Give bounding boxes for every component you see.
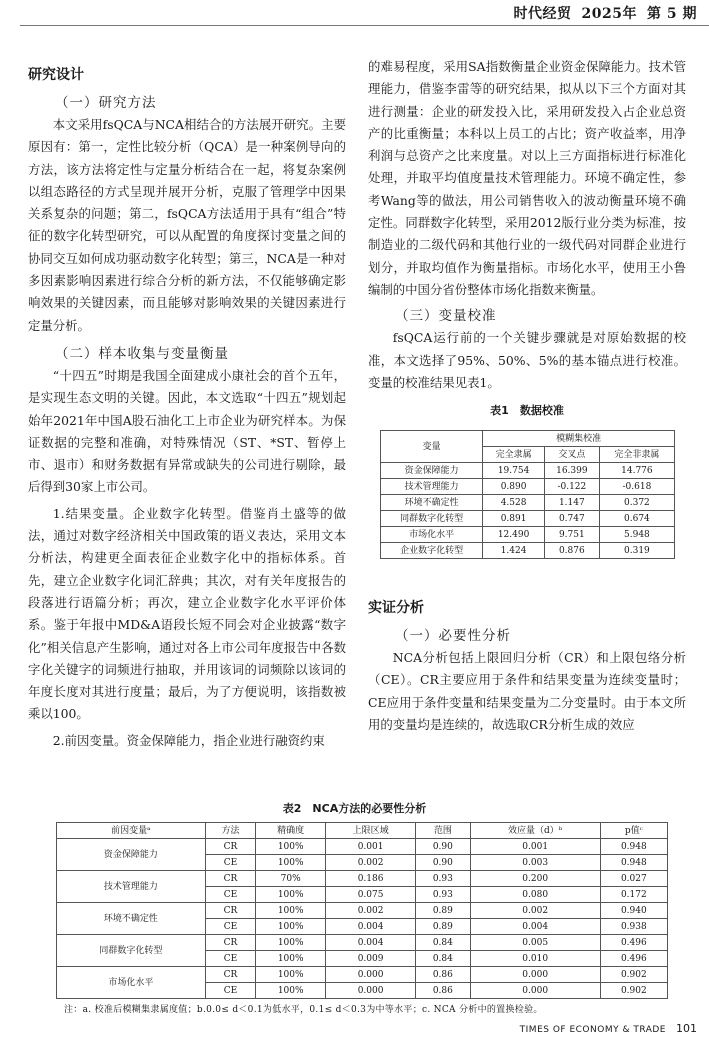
header-text: [504, 3, 697, 23]
table-row: [57, 871, 668, 887]
table1-cell: 5.948: [599, 527, 674, 543]
table2-cell: 0.001: [326, 839, 416, 855]
table2-cell: CE: [205, 855, 255, 871]
table1-cell: 4.528: [483, 495, 545, 511]
paragraph-outcome-variable: 1.结果变量。企业数字化转型。借鉴肖土盛等的做法，通过对数字经济相关中国政策的语义表达，采用文本分析法，构建更全面表征企业数字化中的指标体系。首先，建立企业数字化词汇辞典；其次，对有关年度报告的段落进行语篇分析；再次，建立企业数字化水平评价体系。鉴于年报中MD&A语段长短不同会对企业披露“数字化”相关信息产生影响，通过对各上市公司年度报告中各数字化关键字的词频进行抽取，并用该词的词频除以该词的年度长度对其进行度量；最后，为了方便说明，该指数被乘以100。: [28, 505, 346, 722]
table2-cell: 0.938: [600, 919, 667, 935]
subsection-necessity: （一）必要性分析: [395, 628, 511, 645]
table1-head-variable: 变量: [381, 431, 483, 463]
table1-head-group: 模糊集校准: [483, 431, 675, 447]
table2-cell: 0.496: [600, 935, 667, 951]
table2-var-name: 环境不确定性: [57, 903, 206, 935]
table2-cell: 0.84: [415, 935, 470, 951]
table2-cell: 0.004: [326, 935, 416, 951]
table1-cell: 0.890: [483, 479, 545, 495]
table2-cell: 0.009: [326, 951, 416, 967]
table2-cell: 0.010: [470, 951, 600, 967]
table2-cell: 0.200: [470, 871, 600, 887]
table2-col: 上限区域: [326, 823, 416, 839]
table1-cell: 1.147: [544, 495, 599, 511]
table1-cell: -0.618: [599, 479, 674, 495]
table2-cell: 0.93: [415, 871, 470, 887]
table-row: [57, 935, 668, 951]
paragraph-methods: 本文采用fsQCA与NCA相结合的方法展开研究。主要原因有：第一，定性比较分析（QCA）是一种案例导向的方法，该方法将定性与定量分析结合在一起，将复杂案例以组态路径的方式呈现并展开分析，克服了管理学中因果关系复杂的问题；第二，fsQCA方法适用于具有“组合”特征的数字化转型研究，可以从配置的角度探讨变量之间的协同交互如何成功驱动数字化转型；第三，NCA是一种对多因素影响因素进行综合分析的新方法，不仅能够确定影响效果的关键因素，而且能够对影响效果的关键因素进行定量分析。: [28, 117, 346, 333]
table2-cell: 0.002: [470, 903, 600, 919]
table2-cell: 0.172: [600, 887, 667, 903]
table1-var-name: 同群数字化转型: [381, 511, 483, 527]
table1-col: 交叉点: [544, 447, 599, 463]
table2-cell: 100%: [256, 839, 326, 855]
table2-col: 范围: [415, 823, 470, 839]
table2-cell: 0.948: [600, 855, 667, 871]
table2-cell: CR: [205, 935, 255, 951]
table2-cell: 100%: [256, 967, 326, 983]
table1-cell: 0.747: [544, 511, 599, 527]
table2-var-name: 同群数字化转型: [57, 935, 206, 967]
table1-var-name: 环境不确定性: [381, 495, 483, 511]
table2-cell: CE: [205, 951, 255, 967]
table2-cell: 0.027: [600, 871, 667, 887]
table1-cell: 0.372: [599, 495, 674, 511]
table-row: [57, 967, 668, 983]
section-title-design: 研究设计: [28, 67, 84, 83]
table2-cell: CR: [205, 903, 255, 919]
table2-col: 效应量（d）ᵇ: [470, 823, 600, 839]
table-row: [381, 527, 675, 543]
page-number: 101: [676, 1022, 697, 1035]
table2-cell: 0.93: [415, 887, 470, 903]
table1-var-name: 技术管理能力: [381, 479, 483, 495]
table1-cell: 0.319: [599, 543, 674, 559]
paragraph-antecedent-variable: 2.前因变量。资金保障能力，指企业进行融资约束: [52, 732, 325, 748]
paragraph-necessity: NCA分析包括上限回归分析（CR）和上限包络分析（CE）。CR主要应用于条件和结果变量为连续变量时；CE应用于条件变量和结果变量为二分变量时。由于本文所用的变量均是连续的，故选取CR分析生成的效应: [368, 650, 686, 733]
table2-cell: 0.075: [326, 887, 416, 903]
table1-cell: 0.891: [483, 511, 545, 527]
table2-cell: CE: [205, 919, 255, 935]
paragraph-measures: 的难易程度，采用SA指数衡量企业资金保障能力。技术管理能力，借鉴李雷等的研究结果，拟从以下三个方面对其进行测量：企业的研发投入比，采用研发投入占企业总资产的比重衡量；本科以上员工的占比；资产收益率，用净利润与总资产之比来度量。对以上三方面指标进行标准化处理，并取平均值度量技术管理能力。环境不确定性，参考Wang等的做法，用公司销售收入的波动衡量环境不确定性。同群数字化转型，采用2012版行业分类为标准，按制造业的二级代码和其他行业的一级代码对同群企业进行划分，并取均值作为衡量指标。市场化水平，使用王小鲁编制的中国分省份整体市场化指数来衡量。: [368, 59, 686, 297]
table1-cell: 16.399: [544, 463, 599, 479]
table2-cell: 0.000: [326, 967, 416, 983]
table2-var-name: 市场化水平: [57, 967, 206, 999]
subsection-methods: （一）研究方法: [55, 95, 157, 111]
table2-cell: 0.89: [415, 903, 470, 919]
table2-cell: 0.004: [470, 919, 600, 935]
footer-journal-en: TIMES OF ECONOMY & TRADE: [519, 1025, 666, 1035]
table2: [56, 822, 668, 999]
table2-cell: 0.496: [600, 951, 667, 967]
table1-cell: 12.490: [483, 527, 545, 543]
table2-cell: CR: [205, 871, 255, 887]
table2-cell: 0.002: [326, 903, 416, 919]
table1-cell: 19.754: [483, 463, 545, 479]
subsection-sample: （二）样本收集与变量衡量: [55, 345, 229, 362]
table1-caption: 表1 数据校准: [490, 404, 564, 418]
journal-year: 2025年: [581, 6, 637, 22]
paragraph-calibration: fsQCA运行前的一个关键步骤就是对原始数据的校准，本文选择了95%、50%、5%的基本锚点进行校准。变量的校准结果见表1。: [368, 330, 686, 390]
table-row: [381, 479, 675, 495]
table-row: [381, 511, 675, 527]
table2-cell: 0.002: [326, 855, 416, 871]
table2-cell: 0.000: [470, 967, 600, 983]
table2-cell: 0.000: [326, 983, 416, 999]
table-row: [381, 495, 675, 511]
page-footer: [520, 1022, 697, 1035]
table2-cell: 0.948: [600, 839, 667, 855]
table1-cell: 14.776: [599, 463, 674, 479]
table2-var-name: 技术管理能力: [57, 871, 206, 903]
table1-col: 完全隶属: [483, 447, 545, 463]
table2-cell: CR: [205, 967, 255, 983]
table1-cell: -0.122: [544, 479, 599, 495]
table2-cell: 100%: [256, 951, 326, 967]
table2-cell: 0.186: [326, 871, 416, 887]
table2-var-name: 资金保障能力: [57, 839, 206, 871]
table1-var-name: 企业数字化转型: [381, 543, 483, 559]
table-row: [381, 463, 675, 479]
page-header: [0, 0, 709, 26]
table2-col: 前因变量ᵃ: [57, 823, 206, 839]
header-rule: [20, 25, 709, 26]
table2-cell: 0.000: [470, 983, 600, 999]
table1: [380, 430, 675, 559]
table2-cell: 0.004: [326, 919, 416, 935]
right-column: [368, 56, 686, 736]
table2-cell: 100%: [256, 983, 326, 999]
table1-col: 完全非隶属: [599, 447, 674, 463]
table2-cell: 0.84: [415, 951, 470, 967]
table1-cell: 1.424: [483, 543, 545, 559]
table2-cell: 0.86: [415, 967, 470, 983]
table2-cell: 0.080: [470, 887, 600, 903]
table2-cell: 100%: [256, 855, 326, 871]
table2-cell: 0.90: [415, 839, 470, 855]
table1-cell: 0.876: [544, 543, 599, 559]
table2-cell: 0.90: [415, 855, 470, 871]
table2-cell: 70%: [256, 871, 326, 887]
table-row: [57, 839, 668, 855]
table2-cell: 100%: [256, 887, 326, 903]
table2-cell: 100%: [256, 935, 326, 951]
table2-cell: 0.001: [470, 839, 600, 855]
table2-cell: 0.940: [600, 903, 667, 919]
table2-cell: CE: [205, 983, 255, 999]
table1-cell: 9.751: [544, 527, 599, 543]
subsection-calibration: （三）变量校准: [395, 308, 497, 325]
table2-cell: 0.005: [470, 935, 600, 951]
section-title-empirical: 实证分析: [368, 600, 424, 617]
journal-name: 时代经贸: [513, 6, 572, 22]
table2-caption: 表2 NCA方法的必要性分析: [282, 802, 427, 815]
left-column: [28, 56, 346, 752]
table1-var-name: 资金保障能力: [381, 463, 483, 479]
table2-note: 注：a. 校准后模糊集隶属度值；b.0.0≤ d＜0.1为低水平，0.1≤ d＜0.3为中等水平；c. NCA 分析中的置换检验。: [64, 1005, 543, 1015]
table2-cell: CE: [205, 887, 255, 903]
table2-cell: 100%: [256, 903, 326, 919]
table1-cell: 0.674: [599, 511, 674, 527]
table2-cell: 0.902: [600, 983, 667, 999]
journal-issue: 第 5 期: [647, 6, 697, 22]
table2-cell: CR: [205, 839, 255, 855]
table-row: [57, 903, 668, 919]
table-row: [381, 543, 675, 559]
table2-col: p值ᶜ: [600, 823, 667, 839]
table2-col: 方法: [205, 823, 255, 839]
table2-cell: 0.86: [415, 983, 470, 999]
table2-col: 精确度: [256, 823, 326, 839]
paragraph-sample: “十四五”时期是我国全面建成小康社会的首个五年，是实现生态文明的关键。因此，本文选取“十四五”规划起始年2021年中国A股石油化工上市企业为研究样本。为保证数据的完整和准确，对特殊情况（ST、*ST、暂停上市、退市）和财务数据有异常或缺失的公司进行剔除，最后得到30家上市公司。: [28, 367, 346, 495]
table2-cell: 0.003: [470, 855, 600, 871]
table1-var-name: 市场化水平: [381, 527, 483, 543]
table2-cell: 0.902: [600, 967, 667, 983]
table2-cell: 100%: [256, 919, 326, 935]
table2-cell: 0.89: [415, 919, 470, 935]
